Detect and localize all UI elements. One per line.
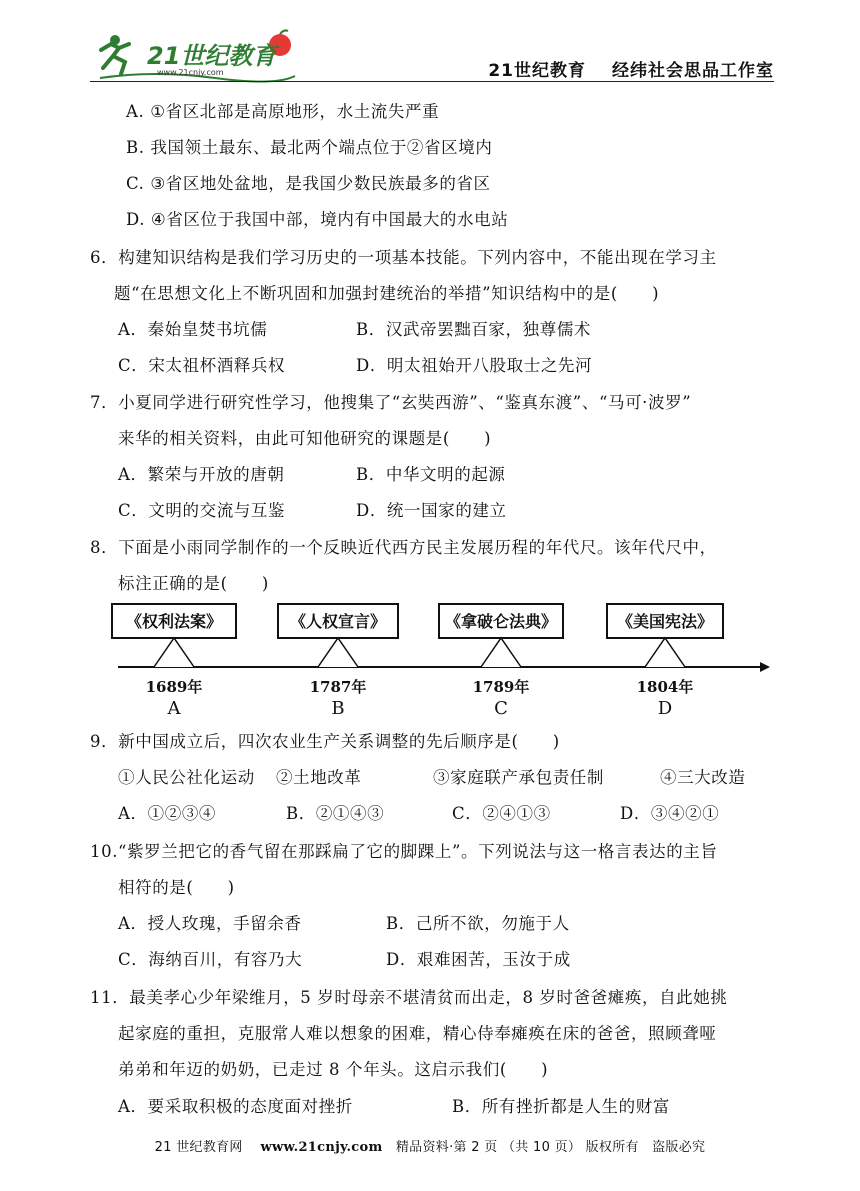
q11-stem-2: 起家庭的重担，克服常人难以想象的困难，精心侍奉瘫痪在床的爸爸，照顾聋哑 — [118, 1024, 717, 1043]
q10-option-a: A．授人玫瑰，手留余香 — [118, 914, 302, 933]
q10-option-d: D．艰难困苦，玉汝于成 — [386, 950, 571, 969]
q5-option-b: B. 我国领土最东、最北两个端点位于②省区境内 — [126, 138, 493, 157]
footer-page-info: 精品资料·第 2 页 （共 10 页） 版权所有 盗版必究 — [395, 1140, 706, 1155]
timeline-label: 《拿破仑法典》 — [444, 612, 558, 631]
q6-stem-2: 题“在思想文化上不断巩固和加强封建统治的举措”知识结构中的是( ) — [114, 284, 660, 303]
q9-stem: 9．新中国成立后，四次农业生产关系调整的先后顺序是( ) — [90, 732, 560, 751]
q7-stem-2: 来华的相关资料，由此可知他研究的课题是( ) — [118, 429, 492, 448]
timeline-label: 《美国宪法》 — [616, 612, 714, 631]
q6-stem-1: 6．构建知识结构是我们学习历史的一项基本技能。下列内容中，不能出现在学习主 — [90, 248, 717, 267]
timeline-option-letter: D — [657, 698, 673, 719]
q9-item-2: ②土地改革 — [276, 768, 362, 787]
q11-stem-1: 11．最美孝心少年梁维月，5 岁时母亲不堪清贫而出走，8 岁时爸爸瘫痪，自此她挑 — [90, 988, 728, 1007]
q11-stem-3: 弟弟和年迈的奶奶，已走过 8 个年头。这启示我们( ) — [118, 1060, 549, 1079]
timeline-pointer — [154, 638, 194, 667]
timeline-year: 1789年 — [472, 678, 530, 696]
q7-option-d: D．统一国家的建立 — [356, 501, 507, 520]
timeline-year: 1787年 — [309, 678, 367, 696]
q7-option-b: B．中华文明的起源 — [356, 465, 506, 484]
timeline-pointer — [645, 638, 685, 667]
q9-option-a: A．①②③④ — [118, 804, 217, 823]
timeline-option-letter: A — [167, 698, 181, 719]
q7-option-a: A．繁荣与开放的唐朝 — [118, 465, 285, 484]
q9-item-3: ③家庭联产承包责任制 — [433, 768, 604, 787]
footer-site: 21 世纪教育网 — [154, 1140, 243, 1155]
header-title — [488, 56, 774, 81]
q9-item-1: ①人民公社化运动 — [118, 768, 255, 787]
timeline-year: 1689年 — [145, 678, 203, 696]
logo-url: www.21cnjy.com — [157, 68, 224, 77]
header-divider — [90, 81, 774, 82]
site-logo — [95, 28, 305, 84]
header-studio: 经纬社会思品工作室 — [612, 61, 774, 81]
q9-option-b: B．②①④③ — [286, 804, 385, 823]
q6-option-b: B．汉武帝罢黜百家，独尊儒术 — [356, 320, 592, 339]
q8-stem-1: 8．下面是小雨同学制作的一个反映近代西方民主发展历程的年代尺。该年代尺中， — [90, 538, 717, 557]
timeline-year: 1804年 — [636, 678, 694, 696]
q10-option-c: C．海纳百川，有容乃大 — [118, 950, 303, 969]
q6-option-a: A．秦始皇焚书坑儒 — [118, 320, 268, 339]
q7-stem-1: 7．小夏同学进行研究性学习，他搜集了“玄奘西游”、“鉴真东渡”、“马可·波罗” — [90, 393, 692, 412]
timeline-option-letter: C — [494, 698, 508, 719]
q7-option-c: C．文明的交流与互鉴 — [118, 501, 286, 520]
header-org: 21世纪教育 — [488, 61, 586, 81]
timeline-label: 《权利法案》 — [125, 612, 223, 631]
q6-option-d: D．明太祖始开八股取士之先河 — [356, 356, 593, 375]
q5-option-c: C. ③省区地处盆地，是我国少数民族最多的省区 — [126, 174, 491, 193]
timeline-arrow-icon — [760, 662, 770, 672]
q5-option-a: A. ①省区北部是高原地形，水土流失严重 — [126, 102, 440, 121]
timeline-option-letter: B — [331, 698, 345, 719]
q8-stem-2: 标注正确的是( ) — [118, 574, 269, 593]
q9-option-d: D．③④②① — [620, 804, 720, 823]
q10-stem-1: 10.“紫罗兰把它的香气留在那踩扁了它的脚踝上”。下列说法与这一格言表达的主旨 — [90, 842, 718, 861]
timeline-label: 《人权宣言》 — [289, 612, 387, 631]
logo-text: 21世纪教育 — [147, 42, 277, 70]
timeline-pointer — [318, 638, 358, 667]
page-footer — [0, 1136, 860, 1155]
timeline-pointer — [481, 638, 521, 667]
footer-url: www.21cnjy.com — [260, 1140, 383, 1155]
runner-icon — [101, 35, 129, 74]
q11-option-a: A．要采取积极的态度面对挫折 — [118, 1097, 353, 1116]
timeline-ruler — [110, 600, 770, 720]
q11-option-b: B．所有挫折都是人生的财富 — [452, 1097, 670, 1116]
q9-option-c: C．②④①③ — [452, 804, 551, 823]
q5-option-d: D. ④省区位于我国中部，境内有中国最大的水电站 — [126, 210, 509, 229]
q10-option-b: B．己所不欲，勿施于人 — [386, 914, 570, 933]
q10-stem-2: 相符的是( ) — [118, 878, 235, 897]
q6-option-c: C．宋太祖杯酒释兵权 — [118, 356, 286, 375]
q9-item-4: ④三大改造 — [660, 768, 746, 787]
